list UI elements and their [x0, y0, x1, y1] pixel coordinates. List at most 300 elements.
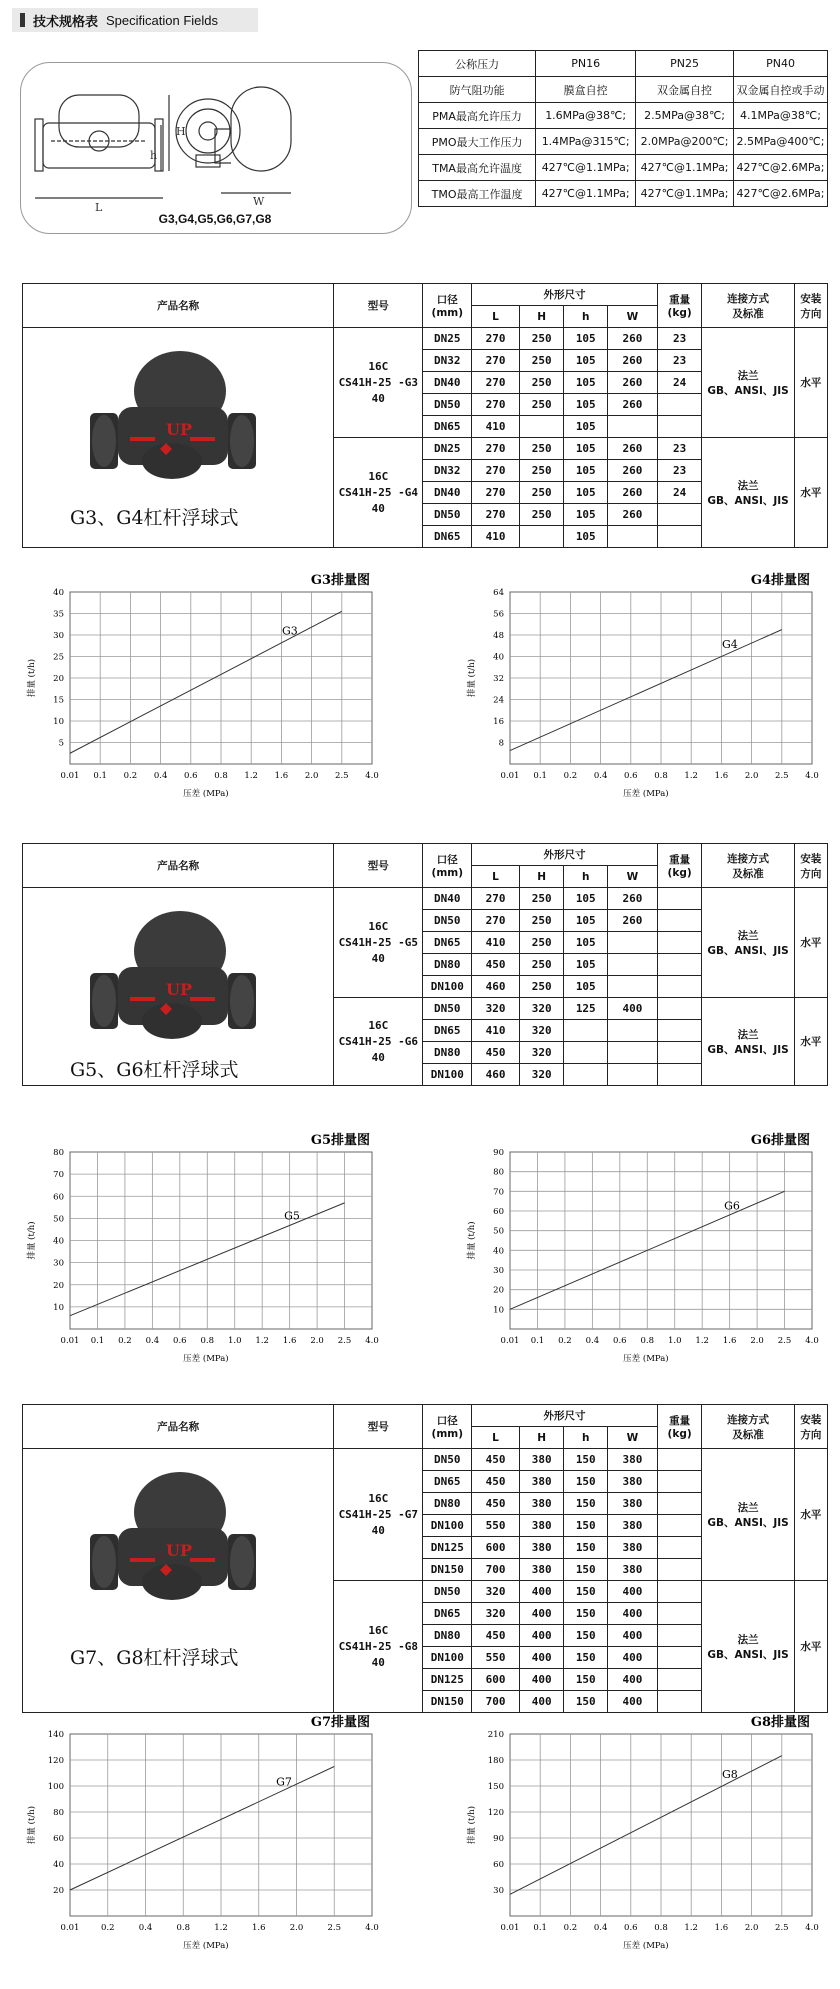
- model-header: 型号: [334, 284, 423, 328]
- discharge-chart: [20, 1712, 380, 1962]
- x-axis-label: 压差 (MPa): [183, 1354, 229, 1364]
- y-tick-label: 40: [53, 1236, 64, 1247]
- weight-header-line: (kg): [667, 867, 692, 879]
- pressure-spec-table: [418, 50, 828, 207]
- dim-cell: 400: [519, 1647, 564, 1669]
- bore-header: [423, 284, 472, 328]
- y-axis-label: 排量 (t/h): [467, 1221, 477, 1260]
- model-line: 16C: [368, 359, 389, 373]
- y-tick-label: 50: [53, 1214, 64, 1225]
- dim-cell: 150: [564, 1603, 608, 1625]
- model-line: 16C: [368, 1018, 389, 1032]
- model-cell: [334, 1581, 423, 1713]
- discharge-chart: [460, 1130, 820, 1375]
- x-axis-label: 压差 (MPa): [183, 789, 229, 799]
- model-line: CS41H-25 -G6: [338, 1034, 419, 1048]
- chart-title: G3排量图: [310, 573, 370, 588]
- y-tick-label: 35: [53, 609, 64, 620]
- series-label: G5: [284, 1209, 300, 1223]
- spec-table-row: [419, 181, 828, 207]
- discharge-series-line: [70, 611, 342, 753]
- dim-cell: [657, 910, 702, 932]
- dim-cell: 270: [472, 460, 520, 482]
- dim-cell: 24: [657, 372, 702, 394]
- dim-cell: 250: [519, 482, 564, 504]
- y-tick-label: 120: [47, 1756, 64, 1766]
- product-caption: G7、G8杠杆浮球式: [70, 1647, 239, 1669]
- svg-text:UP: UP: [166, 980, 192, 999]
- dim-cell: 450: [472, 1449, 520, 1471]
- x-tick-label: 2.5: [327, 1923, 342, 1933]
- x-tick-label: 0.2: [123, 771, 138, 781]
- connection-line: GB、ANSI、JIS: [707, 1516, 789, 1529]
- y-axis-label: 排量 (t/h): [27, 1805, 37, 1845]
- dim-cell: 250: [519, 932, 564, 954]
- dim-cell: 150: [564, 1691, 608, 1713]
- dim-cell: 320: [472, 1603, 520, 1625]
- dim-cell: 380: [519, 1515, 564, 1537]
- bore-cell: DN50: [423, 1449, 472, 1471]
- dim-cell: 400: [608, 1625, 658, 1647]
- bore-cell: DN100: [423, 1064, 472, 1086]
- dim-cell: 380: [519, 1449, 564, 1471]
- dim-cell: [657, 976, 702, 998]
- outline-dims-header: 外形尺寸: [472, 844, 658, 866]
- dim-cell: 380: [519, 1537, 564, 1559]
- dim-cell: 320: [519, 1042, 564, 1064]
- y-tick-label: 90: [493, 1834, 504, 1844]
- dim-cell: [657, 954, 702, 976]
- y-tick-label: 24: [493, 695, 504, 706]
- x-axis-label: 压差 (MPa): [623, 1354, 669, 1364]
- dim-cell: 260: [608, 350, 658, 372]
- dim-cell: 410: [472, 526, 520, 548]
- connection-line: GB、ANSI、JIS: [707, 384, 789, 397]
- x-tick-label: 0.01: [500, 1923, 520, 1933]
- dim-cell: [608, 1042, 658, 1064]
- model-cell: [334, 328, 423, 438]
- y-tick-label: 210: [487, 1730, 504, 1740]
- model-cell: [334, 998, 423, 1086]
- dim-cell: 23: [657, 438, 702, 460]
- bore-cell: DN100: [423, 1515, 472, 1537]
- connection-header-line: 连接方式: [727, 1413, 770, 1426]
- connection-line: 法兰: [737, 479, 759, 492]
- dim-cell: 250: [519, 504, 564, 526]
- dim-cell: [657, 394, 702, 416]
- bore-cell: DN100: [423, 976, 472, 998]
- x-tick-label: 2.0: [304, 771, 319, 781]
- bore-cell: DN65: [423, 932, 472, 954]
- connection-line: 法兰: [737, 929, 759, 942]
- discharge-chart: [460, 1712, 820, 1962]
- y-tick-label: 60: [53, 1834, 64, 1844]
- x-tick-label: 0.01: [60, 1923, 80, 1933]
- x-tick-label: 4.0: [365, 1923, 379, 1933]
- x-tick-label: 0.4: [585, 1336, 600, 1346]
- dim-cell: 105: [564, 416, 608, 438]
- x-axis-label: 压差 (MPa): [183, 1941, 229, 1951]
- spec-cell: 1.4MPa@315℃;: [536, 129, 636, 155]
- model-header: 型号: [334, 844, 423, 888]
- dim-cell: 105: [564, 460, 608, 482]
- dim-col-H-header: H: [519, 1427, 564, 1449]
- dim-cell: [608, 416, 658, 438]
- dim-cell: 380: [608, 1493, 658, 1515]
- spec-head-cell: PN16: [536, 51, 636, 77]
- x-tick-label: 0.2: [100, 1923, 115, 1933]
- bore-cell: DN50: [423, 910, 472, 932]
- dim-table-head-row: [23, 844, 828, 866]
- x-tick-label: 0.1: [90, 1336, 105, 1346]
- bore-cell: DN80: [423, 1493, 472, 1515]
- dim-cell: 270: [472, 888, 520, 910]
- dim-col-W-header: W: [608, 1427, 658, 1449]
- dim-label-L: L: [95, 201, 103, 214]
- dim-cell: 550: [472, 1515, 520, 1537]
- spec-head-cell: PN40: [734, 51, 828, 77]
- y-tick-label: 40: [493, 652, 504, 663]
- dim-cell: 400: [608, 1691, 658, 1713]
- spec-row-label: PMO最大工作压力: [419, 129, 536, 155]
- dim-cell: 105: [564, 504, 608, 526]
- dim-cell: 105: [564, 910, 608, 932]
- connection-cell: [702, 888, 794, 998]
- dim-cell: [608, 976, 658, 998]
- connection-header-line: 连接方式: [727, 852, 770, 865]
- dim-cell: 270: [472, 394, 520, 416]
- x-tick-label: 0.8: [654, 771, 668, 781]
- dim-cell: 150: [564, 1625, 608, 1647]
- y-tick-label: 120: [487, 1808, 504, 1818]
- dim-cell: 260: [608, 328, 658, 350]
- x-tick-label: 1.2: [244, 771, 258, 781]
- dim-cell: 400: [519, 1691, 564, 1713]
- dim-cell: 320: [519, 1064, 564, 1086]
- dim-cell: [657, 526, 702, 548]
- dim-cell: 250: [519, 888, 564, 910]
- model-header: 型号: [334, 1405, 423, 1449]
- dim-cell: 250: [519, 954, 564, 976]
- y-tick-label: 8: [498, 738, 504, 749]
- y-tick-label: 70: [53, 1170, 64, 1181]
- x-tick-label: 0.8: [176, 1923, 191, 1933]
- spec-table-head-row: [419, 51, 828, 77]
- spec-cell: 2.0MPa@200℃;: [636, 129, 734, 155]
- y-axis-label: 排量 (t/h): [27, 658, 37, 698]
- dim-cell: 105: [564, 350, 608, 372]
- y-tick-label: 5: [58, 738, 64, 749]
- chart-frame: [510, 1152, 812, 1329]
- dim-col-L-header: L: [472, 866, 520, 888]
- x-tick-label: 1.2: [695, 1336, 709, 1346]
- x-tick-label: 0.6: [613, 1336, 627, 1346]
- dim-cell: 105: [564, 394, 608, 416]
- x-tick-label: 0.4: [138, 1923, 153, 1933]
- x-tick-label: 1.6: [722, 1336, 737, 1346]
- x-tick-label: 4.0: [805, 1923, 819, 1933]
- x-tick-label: 0.6: [624, 1923, 638, 1933]
- y-tick-label: 10: [493, 1305, 504, 1316]
- dim-cell: 150: [564, 1515, 608, 1537]
- series-label: G3: [282, 624, 298, 638]
- x-tick-label: 0.8: [640, 1336, 655, 1346]
- x-tick-label: 0.8: [200, 1336, 215, 1346]
- bore-cell: DN32: [423, 460, 472, 482]
- product-caption: G5、G6杠杆浮球式: [70, 1059, 239, 1081]
- install-cell: 水平: [794, 438, 827, 548]
- dim-cell: 150: [564, 1581, 608, 1603]
- install-cell: 水平: [794, 1581, 827, 1713]
- dim-cell: 460: [472, 976, 520, 998]
- x-tick-label: 0.2: [563, 1923, 578, 1933]
- spec-cell: 双金属自控或手动: [734, 77, 828, 103]
- header-title-en: Specification Fields: [106, 12, 219, 28]
- dim-cell: 460: [472, 1064, 520, 1086]
- product-caption: G3、G4杠杆浮球式: [70, 507, 239, 529]
- y-tick-label: 60: [493, 1207, 504, 1217]
- weight-header: [657, 1405, 702, 1449]
- dim-cell: 380: [608, 1537, 658, 1559]
- bore-cell: DN65: [423, 1471, 472, 1493]
- header-marker: [20, 13, 25, 27]
- y-tick-label: 40: [493, 1246, 504, 1257]
- connection-line: 法兰: [737, 369, 759, 382]
- x-tick-label: 0.1: [93, 771, 107, 781]
- spec-cell: 427℃@2.6MPa;: [734, 155, 828, 181]
- dim-cell: 380: [608, 1449, 658, 1471]
- weight-header-line: 重量: [669, 294, 691, 306]
- model-line: CS41H-25 -G3: [338, 375, 419, 389]
- model-line: 40: [371, 1050, 385, 1064]
- connection-cell: [702, 438, 794, 548]
- y-tick-label: 80: [493, 1167, 504, 1178]
- y-axis-label: 排量 (t/h): [467, 1805, 477, 1845]
- x-tick-label: 0.6: [173, 1336, 187, 1346]
- bore-cell: DN32: [423, 350, 472, 372]
- dim-cell: [564, 1042, 608, 1064]
- install-cell: 水平: [794, 888, 827, 998]
- x-tick-label: 0.01: [500, 1336, 520, 1346]
- spec-table-row: [419, 77, 828, 103]
- bore-cell: DN80: [423, 954, 472, 976]
- series-label: G4: [722, 638, 738, 652]
- spec-head-cell: PN25: [636, 51, 734, 77]
- bore-header-line: (mm): [431, 867, 464, 879]
- dim-cell: 23: [657, 328, 702, 350]
- y-tick-label: 64: [493, 588, 504, 598]
- dim-cell: [564, 1020, 608, 1042]
- x-tick-label: 4.0: [805, 1336, 819, 1346]
- series-label: G6: [724, 1199, 740, 1213]
- dim-table-head-row: [23, 1405, 828, 1427]
- dim-cell: [657, 504, 702, 526]
- product-name-header: 产品名称: [23, 284, 334, 328]
- dim-cell: [519, 526, 564, 548]
- dim-cell: 380: [608, 1471, 658, 1493]
- x-tick-label: 0.4: [593, 771, 608, 781]
- y-tick-label: 70: [493, 1187, 504, 1198]
- spec-table-row: [419, 103, 828, 129]
- dim-cell: 105: [564, 482, 608, 504]
- discharge-chart: [20, 1130, 380, 1375]
- dim-cell: 270: [472, 910, 520, 932]
- product-name-header: 产品名称: [23, 844, 334, 888]
- bore-header-line: (mm): [431, 1428, 464, 1440]
- bore-cell: DN25: [423, 438, 472, 460]
- steam-trap-product-image: [60, 903, 280, 1063]
- dim-cell: [657, 1449, 702, 1471]
- dim-cell: [657, 1515, 702, 1537]
- x-tick-label: 4.0: [365, 1336, 379, 1346]
- model-line: 16C: [368, 1623, 389, 1637]
- bore-cell: DN65: [423, 526, 472, 548]
- dim-cell: 380: [519, 1493, 564, 1515]
- dim-cell: 320: [472, 1581, 520, 1603]
- bore-cell: DN50: [423, 998, 472, 1020]
- dim-cell: [657, 998, 702, 1020]
- y-tick-label: 15: [53, 695, 64, 706]
- dim-cell: 105: [564, 526, 608, 548]
- x-tick-label: 1.0: [227, 1336, 242, 1346]
- series-label: G7: [276, 1775, 292, 1789]
- y-tick-label: 56: [493, 609, 504, 620]
- y-tick-label: 20: [53, 1280, 64, 1291]
- dim-cell: 105: [564, 976, 608, 998]
- connection-cell: [702, 998, 794, 1086]
- header-title-zh: 技术规格表: [33, 14, 99, 30]
- install-header-line: 方向: [800, 307, 822, 320]
- y-tick-label: 100: [47, 1782, 64, 1792]
- y-tick-label: 60: [493, 1860, 504, 1870]
- dim-cell: 450: [472, 1042, 520, 1064]
- dim-cell: [657, 1647, 702, 1669]
- connection-cell: [702, 1581, 794, 1713]
- x-tick-label: 1.6: [274, 771, 289, 781]
- dim-cell: 260: [608, 910, 658, 932]
- x-tick-label: 4.0: [365, 771, 379, 781]
- discharge-chart: [460, 570, 820, 810]
- bore-cell: DN25: [423, 328, 472, 350]
- model-line: 40: [371, 391, 385, 405]
- bore-cell: DN125: [423, 1537, 472, 1559]
- weight-header-line: 重量: [669, 854, 691, 866]
- dim-cell: 260: [608, 438, 658, 460]
- y-tick-label: 60: [53, 1192, 64, 1203]
- dim-label-H: H: [176, 125, 186, 138]
- weight-header-line: (kg): [667, 307, 692, 319]
- x-tick-label: 2.5: [777, 1336, 792, 1346]
- y-tick-label: 30: [493, 1886, 504, 1896]
- spec-cell: 427℃@1.1MPa;: [536, 155, 636, 181]
- model-line: 40: [371, 501, 385, 515]
- bore-cell: DN40: [423, 482, 472, 504]
- bore-header-line: 口径: [436, 1415, 458, 1427]
- dim-cell: 260: [608, 460, 658, 482]
- spec-cell: 4.1MPa@38℃;: [734, 103, 828, 129]
- dim-cell: 320: [472, 998, 520, 1020]
- dim-cell: 380: [519, 1559, 564, 1581]
- dim-col-H-header: H: [519, 866, 564, 888]
- dim-cell: 260: [608, 504, 658, 526]
- dim-cell: 125: [564, 998, 608, 1020]
- install-cell: 水平: [794, 998, 827, 1086]
- model-line: CS41H-25 -G8: [338, 1639, 419, 1653]
- chart-title: G4排量图: [750, 573, 810, 588]
- dim-cell: 250: [519, 460, 564, 482]
- y-tick-label: 80: [53, 1808, 64, 1818]
- x-tick-label: 0.4: [593, 1923, 608, 1933]
- y-axis-label: 排量 (t/h): [467, 658, 477, 698]
- dim-cell: 105: [564, 328, 608, 350]
- y-tick-label: 32: [493, 674, 504, 684]
- x-tick-label: 0.1: [530, 1336, 545, 1346]
- install-header: [794, 284, 827, 328]
- x-tick-label: 2.5: [335, 771, 349, 781]
- model-line: 16C: [368, 469, 389, 483]
- connection-line: 法兰: [737, 1501, 759, 1514]
- x-tick-label: 2.5: [775, 1923, 789, 1933]
- drawing-caption: G3,G4,G5,G6,G7,G8: [158, 212, 272, 226]
- dim-col-L-header: L: [472, 1427, 520, 1449]
- connection-header: [702, 844, 794, 888]
- y-tick-label: 10: [53, 1302, 64, 1313]
- svg-text:UP: UP: [166, 1541, 192, 1560]
- x-tick-label: 1.6: [714, 771, 729, 781]
- dim-col-H-header: H: [519, 306, 564, 328]
- outline-dims-header: 外形尺寸: [472, 1405, 658, 1427]
- spec-cell: 2.5MPa@400℃;: [734, 129, 828, 155]
- dim-col-L-header: L: [472, 306, 520, 328]
- bore-cell: DN50: [423, 504, 472, 526]
- y-tick-label: 16: [493, 717, 504, 727]
- spec-table-row: [419, 129, 828, 155]
- model-line: CS41H-25 -G7: [338, 1507, 419, 1521]
- chart-title: G8排量图: [750, 1715, 810, 1730]
- bore-cell: DN65: [423, 416, 472, 438]
- x-tick-label: 0.2: [563, 771, 578, 781]
- x-tick-label: 1.6: [282, 1336, 297, 1346]
- x-tick-label: 2.0: [750, 1336, 764, 1346]
- dim-cell: [657, 416, 702, 438]
- install-cell: 水平: [794, 328, 827, 438]
- section-header: [12, 8, 258, 32]
- model-line: 16C: [368, 919, 389, 933]
- dim-cell: 550: [472, 1647, 520, 1669]
- dim-cell: 260: [608, 394, 658, 416]
- connection-header: [702, 284, 794, 328]
- dim-cell: 320: [519, 1020, 564, 1042]
- x-tick-label: 0.01: [60, 771, 80, 781]
- dim-cell: 400: [608, 1647, 658, 1669]
- dim-cell: [657, 932, 702, 954]
- series-label: G8: [722, 1768, 738, 1782]
- spec-cell: 427℃@1.1MPa;: [536, 181, 636, 207]
- x-tick-label: 2.0: [744, 1923, 759, 1933]
- install-header: [794, 1405, 827, 1449]
- x-tick-label: 0.2: [118, 1336, 132, 1346]
- weight-header-line: 重量: [669, 1415, 691, 1427]
- x-tick-label: 0.01: [60, 1336, 80, 1346]
- bore-header: [423, 844, 472, 888]
- y-tick-label: 20: [493, 1285, 504, 1296]
- chart-title: G7排量图: [310, 1715, 370, 1730]
- spec-row-label: 防气阻功能: [419, 77, 536, 103]
- y-axis-label: 排量 (t/h): [27, 1221, 37, 1260]
- x-tick-label: 0.6: [624, 771, 638, 781]
- install-header-line: 安装: [800, 292, 822, 305]
- dim-cell: 400: [608, 998, 658, 1020]
